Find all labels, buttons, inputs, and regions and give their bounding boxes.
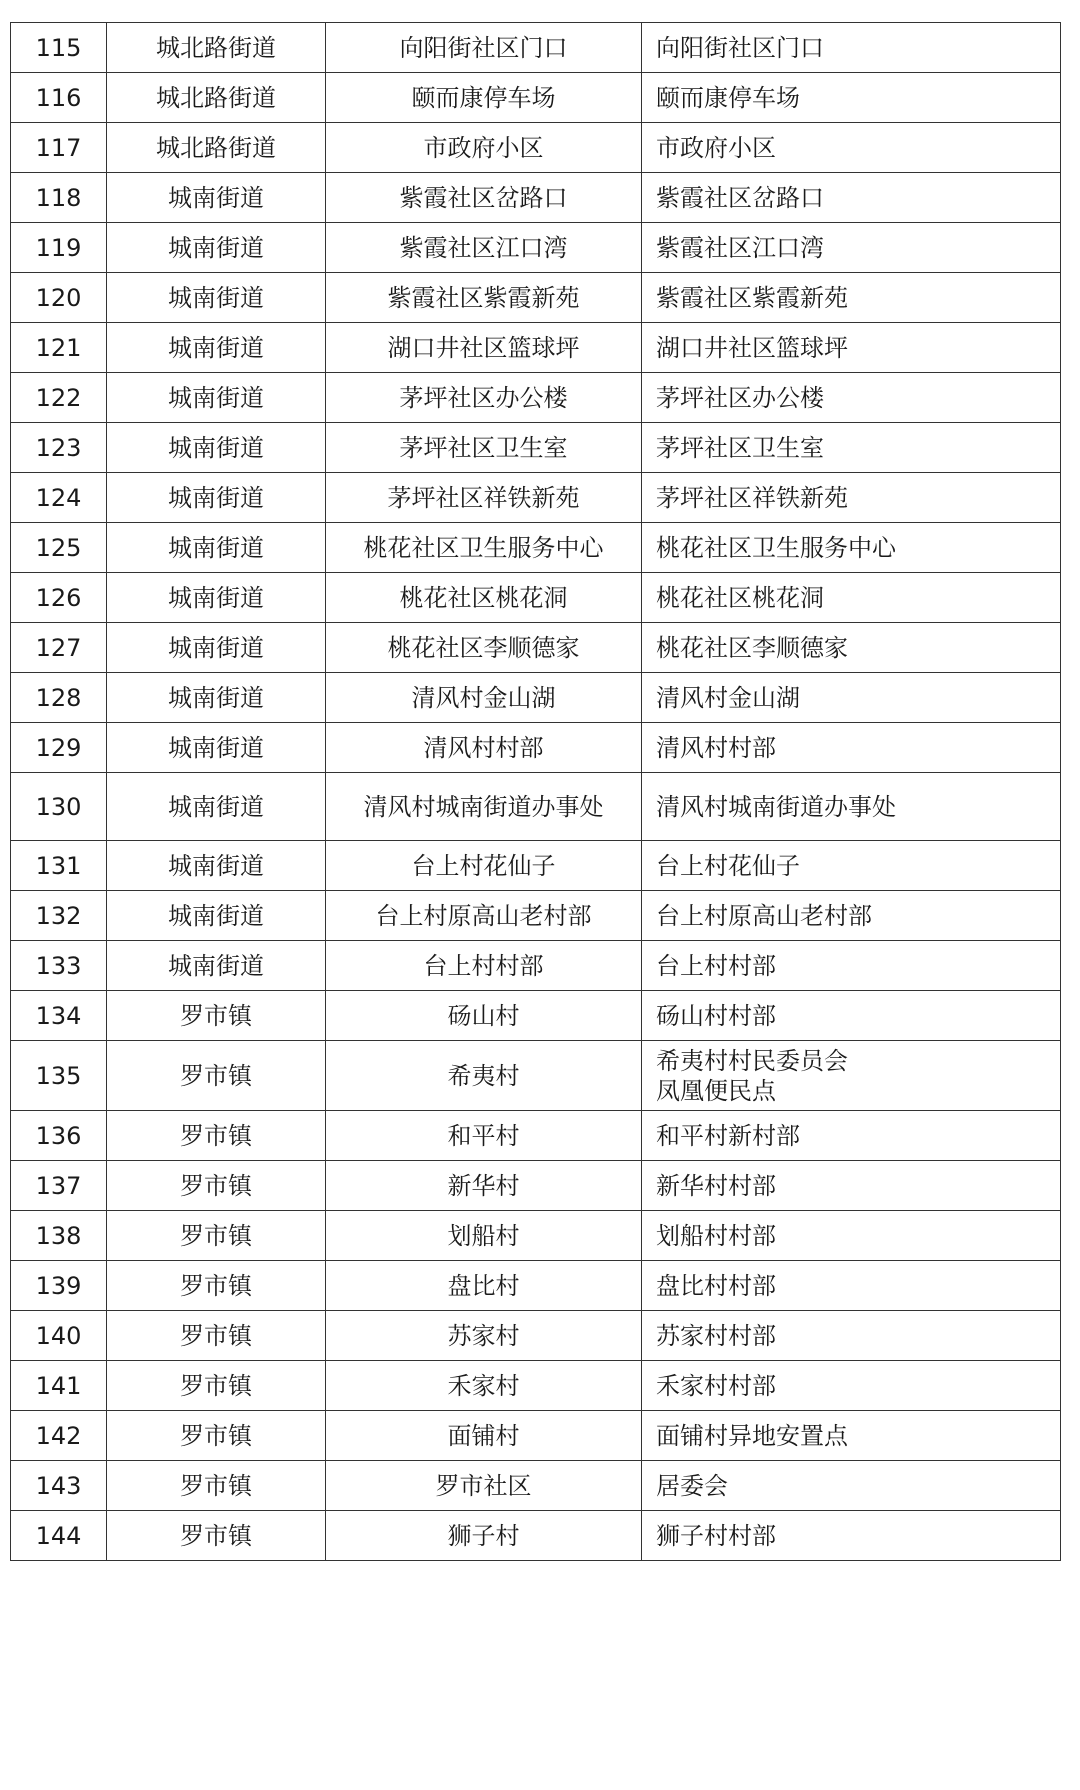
street-cell: 城南街道 [107,941,326,991]
street-cell: 罗市镇 [107,1411,326,1461]
row-number-cell: 128 [11,673,107,723]
address-cell: 苏家村村部 [642,1311,1061,1361]
street-cell: 罗市镇 [107,1111,326,1161]
location-cell: 苏家村 [326,1311,642,1361]
row-number-cell: 133 [11,941,107,991]
street-cell: 城北路街道 [107,23,326,73]
location-cell: 桃花社区桃花洞 [326,573,642,623]
street-cell: 城南街道 [107,723,326,773]
table-row [11,573,1061,623]
street-cell: 城南街道 [107,373,326,423]
location-cell: 希夷村 [326,1041,642,1111]
location-cell: 清风村金山湖 [326,673,642,723]
street-cell: 城南街道 [107,173,326,223]
table-row [11,941,1061,991]
location-cell: 茅坪社区卫生室 [326,423,642,473]
table-row [11,1511,1061,1561]
location-cell: 狮子村 [326,1511,642,1561]
row-number-cell: 127 [11,623,107,673]
address-cell: 颐而康停车场 [642,73,1061,123]
table-row [11,273,1061,323]
location-cell: 紫霞社区江口湾 [326,223,642,273]
address-cell: 禾家村村部 [642,1361,1061,1411]
location-cell: 盘比村 [326,1261,642,1311]
address-cell: 划船村村部 [642,1211,1061,1261]
table-row [11,673,1061,723]
address-cell: 向阳街社区门口 [642,23,1061,73]
location-cell: 湖口井社区篮球坪 [326,323,642,373]
row-number-cell: 140 [11,1311,107,1361]
row-number-cell: 121 [11,323,107,373]
street-cell: 罗市镇 [107,1211,326,1261]
street-cell: 罗市镇 [107,1361,326,1411]
row-number-cell: 139 [11,1261,107,1311]
table-row [11,523,1061,573]
street-cell: 罗市镇 [107,1461,326,1511]
table-row [11,1411,1061,1461]
address-cell: 希夷村村民委员会 凤凰便民点 [642,1041,1061,1111]
table-row [11,1161,1061,1211]
table-row [11,1361,1061,1411]
row-number-cell: 119 [11,223,107,273]
table-row [11,123,1061,173]
row-number-cell: 129 [11,723,107,773]
table-row [11,1041,1061,1111]
street-cell: 城南街道 [107,841,326,891]
address-cell: 面铺村异地安置点 [642,1411,1061,1461]
location-cell: 颐而康停车场 [326,73,642,123]
row-number-cell: 131 [11,841,107,891]
street-cell: 城南街道 [107,773,326,841]
address-cell: 市政府小区 [642,123,1061,173]
row-number-cell: 125 [11,523,107,573]
table-row [11,773,1061,841]
table-body [11,23,1061,1561]
row-number-cell: 123 [11,423,107,473]
address-cell: 清风村城南街道办事处 [642,773,1061,841]
location-cell: 新华村 [326,1161,642,1211]
address-cell: 湖口井社区篮球坪 [642,323,1061,373]
address-cell: 清风村金山湖 [642,673,1061,723]
table-row [11,1311,1061,1361]
row-number-cell: 124 [11,473,107,523]
location-cell: 和平村 [326,1111,642,1161]
street-cell: 城北路街道 [107,73,326,123]
row-number-cell: 117 [11,123,107,173]
street-cell: 城南街道 [107,623,326,673]
table-row [11,1261,1061,1311]
address-cell: 茅坪社区办公楼 [642,373,1061,423]
street-cell: 城南街道 [107,891,326,941]
table-row [11,23,1061,73]
location-cell: 面铺村 [326,1411,642,1461]
row-number-cell: 122 [11,373,107,423]
address-cell: 清风村村部 [642,723,1061,773]
location-cell: 清风村村部 [326,723,642,773]
address-cell: 紫霞社区紫霞新苑 [642,273,1061,323]
table-row [11,623,1061,673]
row-number-cell: 130 [11,773,107,841]
street-cell: 城南街道 [107,523,326,573]
row-number-cell: 120 [11,273,107,323]
row-number-cell: 118 [11,173,107,223]
location-cell: 桃花社区卫生服务中心 [326,523,642,573]
street-cell: 罗市镇 [107,1161,326,1211]
address-cell: 狮子村村部 [642,1511,1061,1561]
row-number-cell: 138 [11,1211,107,1261]
address-cell: 桃花社区卫生服务中心 [642,523,1061,573]
location-cell: 紫霞社区紫霞新苑 [326,273,642,323]
street-cell: 城南街道 [107,423,326,473]
table-row [11,223,1061,273]
location-cell: 向阳街社区门口 [326,23,642,73]
table-row [11,323,1061,373]
location-cell: 禾家村 [326,1361,642,1411]
address-cell: 茅坪社区祥铁新苑 [642,473,1061,523]
street-cell: 城南街道 [107,573,326,623]
row-number-cell: 134 [11,991,107,1041]
address-cell: 桃花社区李顺德家 [642,623,1061,673]
street-cell: 城南街道 [107,323,326,373]
table-row [11,723,1061,773]
street-cell: 城南街道 [107,473,326,523]
table-row [11,473,1061,523]
location-cell: 市政府小区 [326,123,642,173]
location-cell: 桃花社区李顺德家 [326,623,642,673]
address-cell: 桃花社区桃花洞 [642,573,1061,623]
street-cell: 罗市镇 [107,1511,326,1561]
table-row [11,841,1061,891]
location-cell: 茅坪社区办公楼 [326,373,642,423]
address-cell: 台上村原高山老村部 [642,891,1061,941]
street-cell: 罗市镇 [107,1261,326,1311]
row-number-cell: 132 [11,891,107,941]
table-row [11,373,1061,423]
location-cell: 砀山村 [326,991,642,1041]
address-cell: 茅坪社区卫生室 [642,423,1061,473]
address-cell: 台上村村部 [642,941,1061,991]
table-row [11,73,1061,123]
row-number-cell: 144 [11,1511,107,1561]
table-row [11,423,1061,473]
row-number-cell: 137 [11,1161,107,1211]
address-cell: 盘比村村部 [642,1261,1061,1311]
address-cell: 新华村村部 [642,1161,1061,1211]
location-cell: 清风村城南街道办事处 [326,773,642,841]
street-cell: 罗市镇 [107,1041,326,1111]
row-number-cell: 115 [11,23,107,73]
address-cell: 紫霞社区岔路口 [642,173,1061,223]
address-cell: 台上村花仙子 [642,841,1061,891]
table-row [11,1461,1061,1511]
data-table [10,22,1061,1561]
address-cell: 和平村新村部 [642,1111,1061,1161]
street-cell: 城北路街道 [107,123,326,173]
row-number-cell: 135 [11,1041,107,1111]
street-cell: 城南街道 [107,223,326,273]
address-cell: 砀山村村部 [642,991,1061,1041]
table-row [11,173,1061,223]
row-number-cell: 143 [11,1461,107,1511]
location-cell: 茅坪社区祥铁新苑 [326,473,642,523]
street-cell: 城南街道 [107,673,326,723]
table-row [11,891,1061,941]
row-number-cell: 141 [11,1361,107,1411]
row-number-cell: 142 [11,1411,107,1461]
location-cell: 台上村村部 [326,941,642,991]
address-cell: 紫霞社区江口湾 [642,223,1061,273]
row-number-cell: 136 [11,1111,107,1161]
row-number-cell: 116 [11,73,107,123]
address-cell: 居委会 [642,1461,1061,1511]
location-cell: 台上村花仙子 [326,841,642,891]
street-cell: 罗市镇 [107,1311,326,1361]
row-number-cell: 126 [11,573,107,623]
location-cell: 紫霞社区岔路口 [326,173,642,223]
location-cell: 罗市社区 [326,1461,642,1511]
location-cell: 台上村原高山老村部 [326,891,642,941]
table-row [11,991,1061,1041]
table-row [11,1211,1061,1261]
table-row [11,1111,1061,1161]
location-cell: 划船村 [326,1211,642,1261]
street-cell: 城南街道 [107,273,326,323]
street-cell: 罗市镇 [107,991,326,1041]
